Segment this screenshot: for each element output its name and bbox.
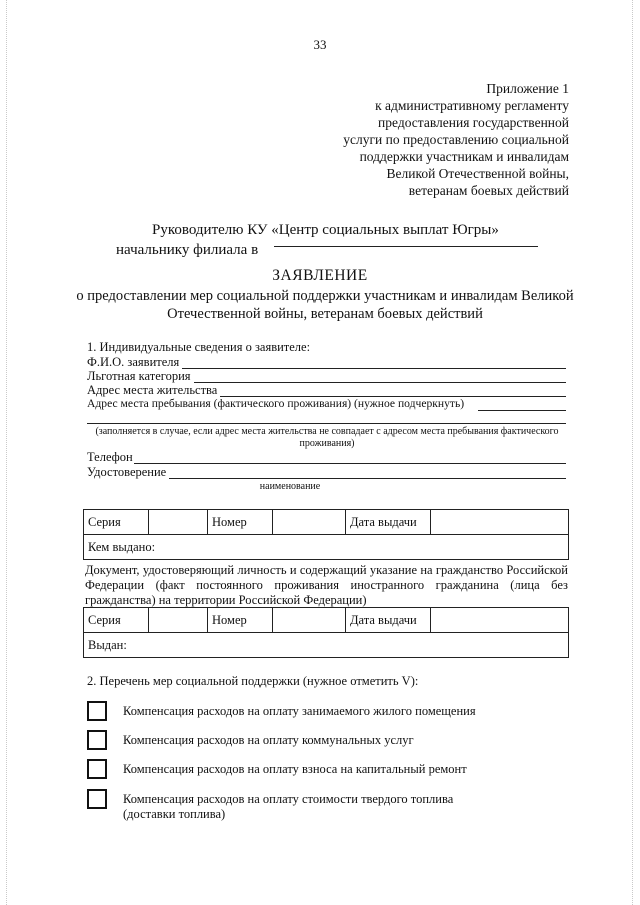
id-document-hint: наименование <box>259 481 321 492</box>
option-label-capital-repair: Компенсация расходов на оплату взноса на капитальный ремонт <box>123 762 467 776</box>
page-edge-right <box>632 0 633 905</box>
category-label: Льготная категория <box>87 369 191 383</box>
document-subtitle: о предоставлении мер социальной поддержки участникам и инвалидам Великой Отечественной войны, ветеранам боевых действий <box>76 288 574 322</box>
option-label-utilities: Компенсация расходов на оплату коммунальных услуг <box>123 733 414 747</box>
page-number: 33 <box>313 37 327 52</box>
option-checkbox-capital-repair[interactable] <box>87 759 107 779</box>
category-field[interactable] <box>194 382 566 383</box>
series-field[interactable] <box>149 608 208 633</box>
citizenship-document-table <box>83 607 569 658</box>
page-edge-left <box>6 0 7 905</box>
branch-field[interactable] <box>274 246 538 247</box>
series-field[interactable] <box>149 510 208 535</box>
addressee-director: Руководителю КУ «Центр социальных выплат Югры» <box>152 222 499 238</box>
section2-heading: 2. Перечень мер социальной поддержки (нужное отметить V): <box>87 674 419 688</box>
appendix-line: Великой Отечественной войны, <box>386 166 569 181</box>
issued-by-cell[interactable]: Кем выдано: <box>84 535 569 560</box>
id-document-label: Удостоверение <box>87 465 167 479</box>
option-checkbox-utilities[interactable] <box>87 730 107 750</box>
number-label: Номер <box>208 510 273 535</box>
option-label-housing: Компенсация расходов на оплату занимаемого жилого помещения <box>123 704 476 718</box>
issue-date-field[interactable] <box>431 608 569 633</box>
phone-field[interactable] <box>134 463 566 464</box>
stay-address-label: Адрес места пребывания (фактического проживания) (нужное подчеркнуть) <box>87 397 465 410</box>
issue-date-label: Дата выдачи <box>346 608 431 633</box>
issue-date-label: Дата выдачи <box>346 510 431 535</box>
fio-field[interactable] <box>182 368 566 369</box>
appendix-line: услуги по предоставлению социальной <box>343 132 569 147</box>
fio-label: Ф.И.О. заявителя <box>87 355 180 369</box>
stay-address-field[interactable] <box>478 410 566 411</box>
option-label-solid-fuel: Компенсация расходов на оплату стоимости твердого топлива (доставки топлива) <box>123 792 454 821</box>
addressee-branch-label: начальнику филиала в <box>116 242 259 258</box>
appendix-header <box>269 80 569 199</box>
issue-date-field[interactable] <box>431 510 569 535</box>
series-label: Серия <box>84 608 149 633</box>
option-checkbox-housing[interactable] <box>87 701 107 721</box>
address-label: Адрес места жительства <box>87 383 218 397</box>
document-title: ЗАЯВЛЕНИЕ <box>272 267 368 284</box>
appendix-line: ветеранам боевых действий <box>408 183 569 198</box>
issued-cell[interactable]: Выдан: <box>84 633 569 658</box>
citizenship-document-text: Документ, удостоверяющий личность и содержащий указание на гражданство Российской Федерации (факт постоянного проживания иностранного гражданина (лица без гражданства) на территории Российской Федерации) <box>85 563 568 607</box>
phone-label: Телефон <box>87 450 133 464</box>
option-checkbox-solid-fuel[interactable] <box>87 789 107 809</box>
appendix-line: к административному регламенту <box>375 98 569 113</box>
number-field[interactable] <box>273 608 346 633</box>
number-field[interactable] <box>273 510 346 535</box>
id-document-field[interactable] <box>169 478 566 479</box>
appendix-line: предоставления государственной <box>378 115 569 130</box>
number-label: Номер <box>208 608 273 633</box>
address-note: (заполняется в случае, если адрес места жительства не совпадает с адресом места пребывания фактического проживания) <box>95 426 559 449</box>
appendix-line: Приложение 1 <box>486 81 569 96</box>
section1-heading: 1. Индивидуальные сведения о заявителе: <box>87 340 311 354</box>
stay-address-field-2[interactable] <box>87 423 566 424</box>
series-label: Серия <box>84 510 149 535</box>
appendix-line: поддержки участникам и инвалидам <box>359 149 569 164</box>
id-document-table <box>83 509 569 560</box>
